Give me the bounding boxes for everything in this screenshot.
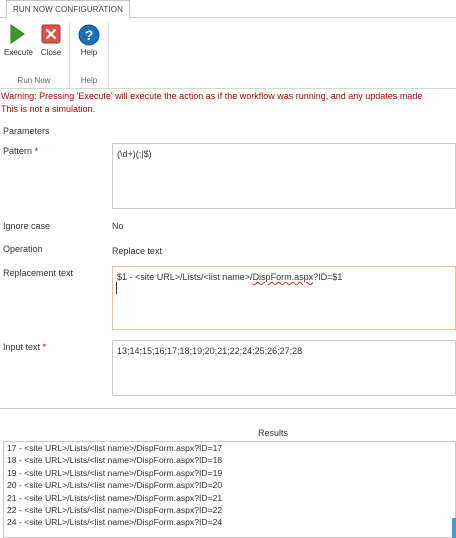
svg-text:?: ? [84, 27, 94, 43]
required-mark: * [42, 342, 47, 352]
close-label: Close [40, 48, 62, 57]
close-icon [41, 24, 61, 44]
list-item: 17 - <site URL>/Lists/<list name>/DispForm.aspx?ID=17 [7, 443, 223, 453]
close-button[interactable] [38, 24, 64, 57]
ribbon-group-separator [108, 22, 109, 86]
warning-line-1: Warning: Pressing 'Execute' will execute the action as if the workflow was running, and any updates made [1, 91, 423, 101]
list-item: 24 - <site URL>/Lists/<list name>/DispForm.aspx?ID=24 [7, 517, 223, 528]
replacement-text-field[interactable] [112, 266, 456, 330]
scrollbar[interactable] [452, 518, 456, 538]
operation-value: Replace text [112, 246, 163, 256]
group-label-help: Help [80, 76, 98, 85]
replacement-text-label: Replacement text [3, 268, 74, 278]
results-list[interactable] [3, 441, 456, 538]
input-text-field[interactable] [112, 340, 456, 396]
ignore-case-label: Ignore case [3, 221, 51, 231]
ignore-case-value: No [112, 221, 124, 231]
replacement-spellcheck-word: DispForm.aspx [252, 272, 314, 282]
input-text-label-text: Input text [3, 342, 41, 352]
parameters-heading: Parameters [3, 126, 50, 136]
execute-label: Execute [4, 48, 33, 57]
results-title: Results [258, 428, 289, 438]
tab-run-now-configuration[interactable]: RUN NOW CONFIGURATION [6, 0, 130, 19]
pattern-field[interactable] [112, 143, 456, 209]
list-item: 22 - <site URL>/Lists/<list name>/DispForm.aspx?ID=22 [7, 504, 223, 515]
warning-line-2: This is not a simulation. [1, 104, 96, 114]
list-item: 21 - <site URL>/Lists/<list name>/DispForm.aspx?ID=21 [7, 492, 223, 503]
play-icon [8, 24, 26, 44]
required-mark: * [34, 146, 39, 156]
ribbon-tab-bar [0, 0, 456, 18]
execute-button[interactable] [4, 24, 33, 57]
ribbon [0, 18, 456, 89]
group-label-run-now: Run Now [17, 76, 51, 85]
operation-label: Operation [3, 244, 43, 254]
input-text-label [3, 342, 46, 352]
help-button[interactable] [76, 24, 102, 57]
results-divider [0, 408, 456, 409]
pattern-value: (\d+)(;|$) [117, 149, 152, 159]
text-caret [116, 282, 117, 294]
warning-message [1, 90, 456, 116]
help-icon [78, 24, 100, 46]
list-item: 19 - <site URL>/Lists/<list name>/DispForm.aspx?ID=19 [7, 467, 223, 478]
pattern-label-text: Pattern [3, 146, 33, 156]
ribbon-group-separator [69, 22, 70, 86]
input-text-value: 13;14;15;16;17;18;19;20;21;22;24;25;26;27;28 [117, 346, 303, 356]
replacement-suffix: ?ID=$1 [313, 272, 343, 282]
pattern-label [3, 146, 38, 156]
list-item: 18 - <site URL>/Lists/<list name>/DispForm.aspx?ID=18 [7, 455, 223, 466]
list-item: 20 - <site URL>/Lists/<list name>/DispForm.aspx?ID=20 [7, 480, 223, 491]
help-label: Help [80, 48, 98, 57]
replacement-prefix: $1 - <site URL>/Lists/<list name>/ [117, 272, 253, 282]
